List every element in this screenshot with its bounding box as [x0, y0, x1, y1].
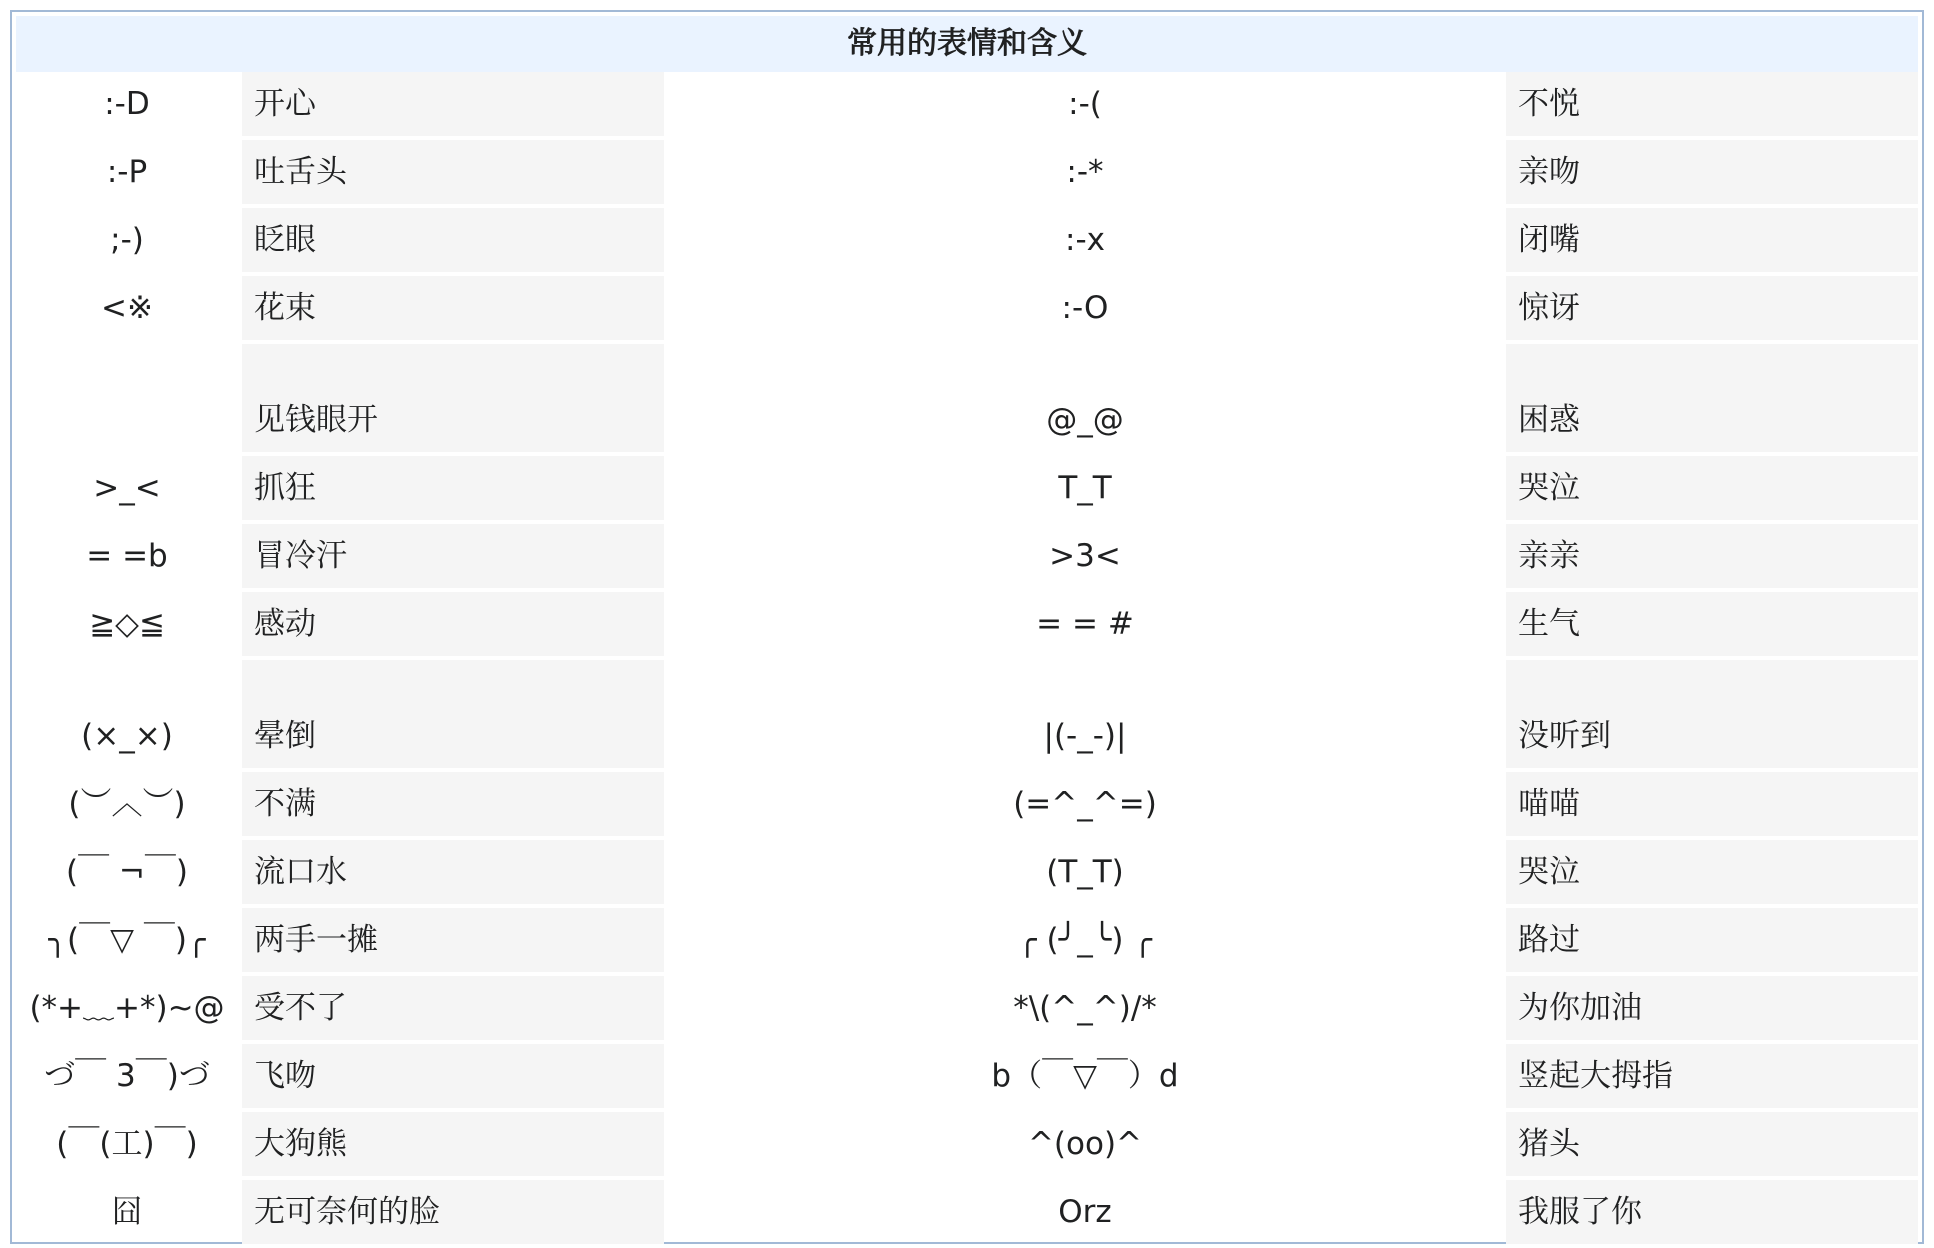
emoticon-cell: (T_T)	[1046, 854, 1124, 890]
meaning-cell: 没听到	[1506, 704, 1918, 768]
emoticon-cell: :-*	[1066, 154, 1104, 190]
meaning-cell: 无可奈何的脸	[242, 1180, 664, 1244]
meaning-cell: 为你加油	[1506, 976, 1918, 1040]
meaning-cell: 不满	[242, 772, 664, 836]
emoticon-cell: = =b	[86, 538, 168, 574]
meaning-cell: 亲亲	[1506, 524, 1918, 588]
emoticon-cell: ^(oo)^	[1027, 1126, 1143, 1162]
emoticon-cell: *\(^_^)/*	[1013, 990, 1157, 1026]
meaning-cell: 吐舌头	[242, 140, 664, 204]
meaning-cell: 大狗熊	[242, 1112, 664, 1176]
meaning-cell: 路过	[1506, 908, 1918, 972]
emoticon-cell: づ￣ 3￣)づ	[44, 1058, 210, 1094]
emoticon-cell: ╮(￣▽ ￣)╭	[48, 922, 206, 958]
emoticon-cell: (×_×)	[81, 718, 173, 754]
table-row	[16, 976, 1918, 1044]
meaning-cell: 哭泣	[1506, 456, 1918, 520]
meaning-cell: 闭嘴	[1506, 208, 1918, 272]
table-row	[16, 592, 1918, 660]
meaning-cell: 猪头	[1506, 1112, 1918, 1176]
meaning-cell: 哭泣	[1506, 840, 1918, 904]
emoticon-cell: (*+﹏+*)~@	[29, 990, 225, 1026]
table-row	[16, 208, 1918, 276]
emoticon-cell: >3<	[1049, 538, 1121, 574]
spacer-cell	[242, 344, 664, 388]
meaning-cell: 晕倒	[242, 704, 664, 768]
emoticon-cell: >_<	[93, 470, 161, 506]
meaning-cell: 困惑	[1506, 388, 1918, 452]
emoticon-cell: @_@	[1046, 402, 1124, 438]
table-title: 常用的表情和含义	[16, 16, 1918, 72]
meaning-cell: 流口水	[242, 840, 664, 904]
meaning-cell: 花束	[242, 276, 664, 340]
meaning-cell: 冒冷汗	[242, 524, 664, 588]
meaning-cell: 竖起大拇指	[1506, 1044, 1918, 1108]
meaning-cell: 飞吻	[242, 1044, 664, 1108]
table-row	[16, 840, 1918, 908]
emoticon-table	[10, 10, 1924, 1244]
emoticon-cell: :-(	[1068, 86, 1102, 122]
meaning-cell: 抓狂	[242, 456, 664, 520]
table-row	[16, 72, 1918, 140]
meaning-cell: 眨眼	[242, 208, 664, 272]
meaning-cell: 开心	[242, 72, 664, 136]
table-row	[16, 524, 1918, 592]
group-spacer	[16, 344, 1918, 388]
table-row	[16, 276, 1918, 344]
table-row	[16, 772, 1918, 840]
emoticon-cell: Orz	[1058, 1194, 1112, 1230]
emoticon-cell: (￣ ¬￣)	[65, 854, 189, 890]
meaning-cell: 喵喵	[1506, 772, 1918, 836]
emoticon-cell: <※	[101, 290, 153, 326]
meaning-cell: 生气	[1506, 592, 1918, 656]
table-row	[16, 704, 1918, 772]
emoticon-cell: (︶︿︶)	[68, 786, 186, 822]
meaning-cell: 亲吻	[1506, 140, 1918, 204]
spacer-cell	[242, 660, 664, 704]
spacer-cell	[1506, 660, 1918, 704]
meaning-cell: 感动	[242, 592, 664, 656]
emoticon-cell: :-D	[104, 86, 150, 122]
emoticon-cell	[16, 388, 238, 452]
emoticon-cell: 囧	[111, 1194, 143, 1230]
emoticon-cell: (￣(工)￣)	[56, 1126, 198, 1162]
emoticon-cell: :-P	[106, 154, 148, 190]
emoticon-cell: (=^_^=)	[1013, 786, 1157, 822]
meaning-cell: 惊讶	[1506, 276, 1918, 340]
table-row	[16, 1112, 1918, 1180]
meaning-cell: 两手一摊	[242, 908, 664, 972]
emoticon-cell: :-x	[1065, 222, 1105, 258]
meaning-cell: 不悦	[1506, 72, 1918, 136]
table-row	[16, 456, 1918, 524]
emoticon-cell: ≧◇≦	[89, 606, 165, 642]
emoticon-cell: ;-)	[110, 222, 144, 258]
table-row	[16, 1044, 1918, 1112]
emoticon-cell: :-O	[1061, 290, 1109, 326]
spacer-cell	[1506, 344, 1918, 388]
table-row	[16, 140, 1918, 208]
emoticon-cell: b（￣▽￣）d	[991, 1058, 1179, 1094]
emoticon-cell: T_T	[1058, 470, 1112, 506]
emoticon-cell: |(-_-)|	[1043, 718, 1127, 754]
table-row	[16, 1180, 1918, 1248]
meaning-cell: 受不了	[242, 976, 664, 1040]
table-row	[16, 908, 1918, 976]
meaning-cell: 我服了你	[1506, 1180, 1918, 1244]
table-row	[16, 388, 1918, 456]
emoticon-cell: = = #	[1036, 606, 1134, 642]
group-spacer	[16, 660, 1918, 704]
emoticon-cell: ╭ (╯_╰) ╭	[1017, 922, 1153, 958]
table-body	[16, 72, 1918, 1248]
meaning-cell: 见钱眼开	[242, 388, 664, 452]
